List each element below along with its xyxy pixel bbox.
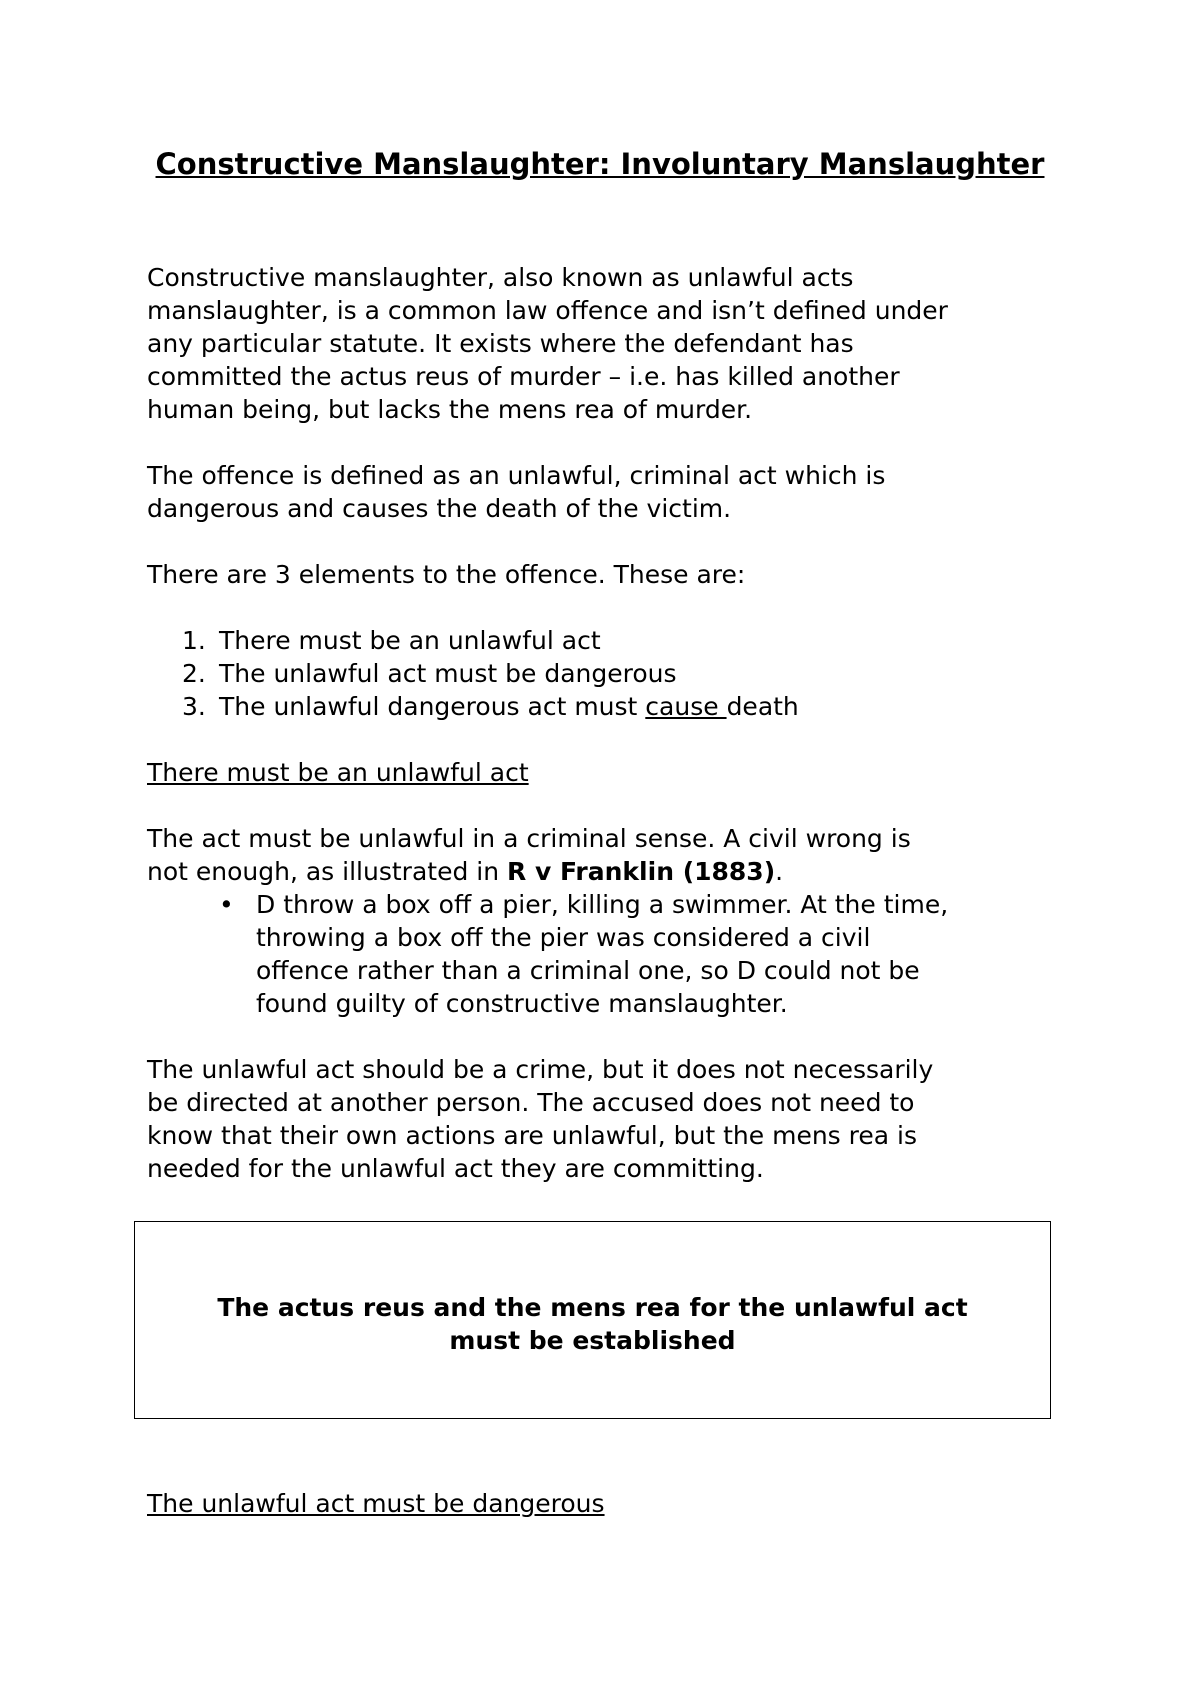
page-title <box>147 145 1053 184</box>
section-paragraph-line <box>147 855 1087 888</box>
intro-line: human being, but lacks the mens rea of murder. <box>147 395 753 424</box>
paragraph-text: . <box>775 857 784 886</box>
definition-line: dangerous and causes the death of the victim. <box>147 494 732 523</box>
bullet-icon: • <box>219 890 234 919</box>
intro-line: Constructive manslaughter, also known as unlawful acts <box>147 263 854 292</box>
bullet-line: offence rather than a criminal one, so D could not be <box>256 956 920 985</box>
intro-line: committed the actus reus of murder – i.e. has killed another <box>147 362 900 391</box>
paragraph-text: not enough, as illustrated in <box>147 857 507 886</box>
section-paragraph-line: be directed at another person. The accused does not need to <box>147 1088 915 1117</box>
bullet-line: found guilty of constructive manslaughter. <box>256 989 788 1018</box>
list-text: There must be an unlawful act <box>219 626 601 655</box>
list-text-part: The unlawful dangerous act must <box>219 692 646 721</box>
bullet-line: D throw a box off a pier, killing a swimmer. At the time, <box>256 890 949 919</box>
definition-line: The offence is defined as an unlawful, criminal act which is <box>147 461 886 490</box>
section-heading-text: The unlawful act must be dangerous <box>147 1489 605 1518</box>
list-text-part: death <box>726 692 799 721</box>
list-number: 3. <box>182 692 206 721</box>
callout-box <box>134 1221 1051 1419</box>
section-paragraph-line: The unlawful act should be a crime, but it does not necessarily <box>147 1055 934 1084</box>
elements-intro: There are 3 elements to the offence. These are: <box>147 560 746 589</box>
callout-line: The actus reus and the mens rea for the unlawful act <box>217 1293 968 1322</box>
section-heading <box>147 1487 1087 1520</box>
callout-line: must be established <box>449 1326 736 1355</box>
list-number: 1. <box>182 626 206 655</box>
section-heading <box>147 756 1087 789</box>
section-paragraph-line: know that their own actions are unlawful, but the mens rea is <box>147 1121 917 1150</box>
section-heading-text: There must be an unlawful act <box>147 758 529 787</box>
callout-text <box>135 1291 1050 1357</box>
page-title-text: Constructive Manslaughter: Involuntary Manslaughter <box>155 147 1045 181</box>
list-number: 2. <box>182 659 206 688</box>
section-paragraph-line: The act must be unlawful in a criminal sense. A civil wrong is <box>147 824 911 853</box>
underlined-word: cause <box>645 692 727 721</box>
bullet-line: throwing a box off the pier was considered a civil <box>256 923 871 952</box>
intro-line: manslaughter, is a common law offence and isn’t defined under <box>147 296 948 325</box>
case-citation: R v Franklin (1883) <box>507 857 776 886</box>
intro-line: any particular statute. It exists where the defendant has <box>147 329 854 358</box>
list-text <box>219 690 799 723</box>
list-text: The unlawful act must be dangerous <box>219 659 677 688</box>
section-paragraph-line: needed for the unlawful act they are committing. <box>147 1154 764 1183</box>
